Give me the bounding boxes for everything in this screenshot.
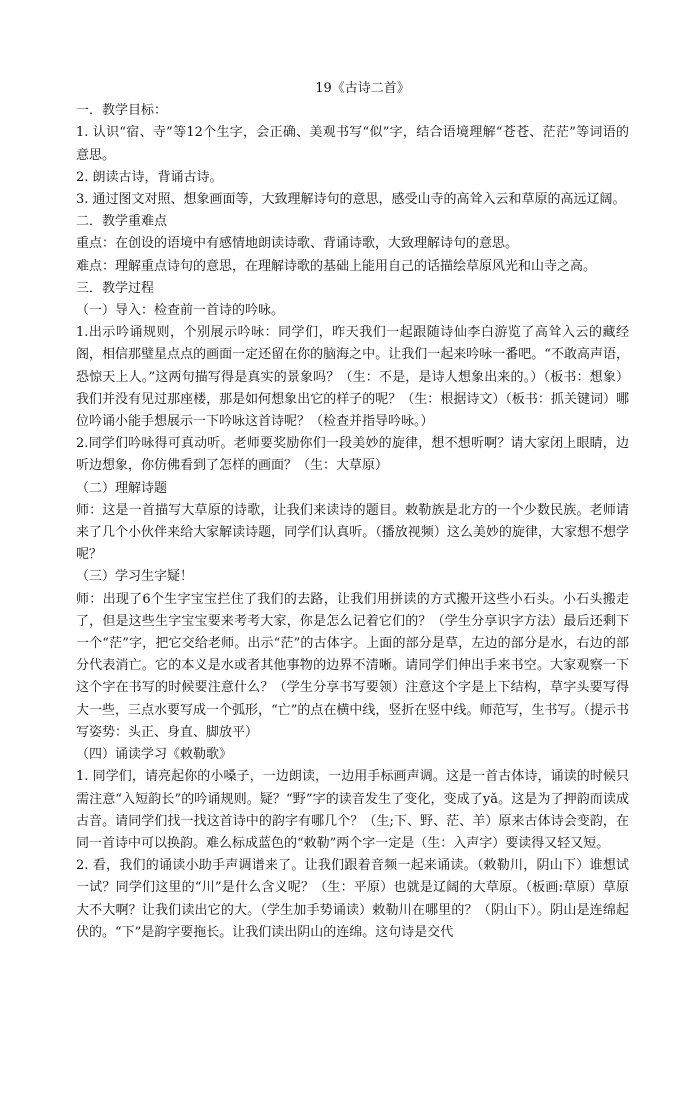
difficult-point: 难点：理解重点诗句的意思，在理解诗歌的基础上能用自己的话描绘草原风光和山寺之高。	[76, 258, 597, 274]
paragraph-5: 1. 同学们，请亮起你的小嗓子，一边朗读，一边用手标画声调。这是一首古体诗，诵读的时候只需注意“入短韵长”的吟诵规则。疑？“野”字的读音发生了变化，变成了yǎ。这是为了押韵而读成古音。请同学们找一找这首诗中的韵字有哪几个？（生;下、野、茫、羊）原来古体诗会变韵，在同一首诗中可以换韵。难么标成蓝色的“敕勒”两个字一定是（生：入声字）要读得又轻又短。	[76, 769, 629, 851]
paragraph-1: 1.出示吟诵规则，个别展示吟咏：同学们，昨天我们一起跟随诗仙李白游览了高耸入云的藏经阁，相信那璧星点点的画面一定还留在你的脑海之中。让我们一起来吟咏一番吧。“不敢高声语，恐惊天上人。”这两句描写得是真实的景象吗？（生：不是，是诗人想象出来的。）（板书：想象）我们并没有见过那座楼，那是如何想象出它的样子的呢？（生：根据诗文）（板书：抓关键词）哪位吟诵小能手想展示一下吟咏这首诗呢？（检查并指导吟咏。）	[76, 325, 629, 430]
section-heading-goals: 一．教学目标：	[76, 103, 168, 119]
key-point: 重点：在创设的语境中有感情地朗读诗歌、背诵诗歌，大致理解诗句的意思。	[76, 236, 519, 252]
section-heading-key-points: 二．教学重难点	[76, 214, 168, 230]
part-3-heading: （三）学习生字疑！	[76, 569, 194, 585]
doc-title: 19《古诗二首》	[315, 81, 410, 96]
paragraph-3: 师：这是一首描写大草原的诗歌，让我们来读诗的题目。敕勒族是北方的一个少数民族。老师请来了几个小伙伴来给大家解读诗题，同学们认真听。（播放视频）这么美妙的旋律，大家想不想学呢？	[76, 502, 629, 563]
part-1-heading: （一）导入：检查前一首诗的吟咏。	[76, 303, 285, 319]
paragraph-6: 2. 看，我们的诵读小助手声调谱来了。让我们跟着音频一起来诵读。（敕勒川，阴山下）谁想试一试？同学们这里的“川”是什么含义呢？（生：平原）也就是辽阔的大草原。（板画:草原）草原大不大啊？让我们读出它的大。（学生加手势诵读）敕勒川在哪里的？（阴山下）。阴山是连绵起伏的。“下”是韵字要拖长。让我们读出阴山的连绵。这句诗是交代	[76, 858, 629, 940]
section-heading-process: 三．教学过程	[76, 280, 155, 296]
part-2-heading: （二）理解诗题	[76, 480, 168, 496]
document-page	[76, 78, 629, 944]
paragraph-2: 2.同学们吟咏得可真动听。老师要奖励你们一段美妙的旋律，想不想听啊？请大家闭上眼睛，边听边想象，你仿佛看到了怎样的画面？（生：大草原）	[76, 436, 629, 474]
goal-3: 3. 通过图文对照、想象画面等，大致理解诗句的意思，感受山寺的高耸入云和草原的高远辽阔。	[76, 192, 626, 208]
part-4-heading: （四）诵读学习《敕勒歌》	[76, 747, 233, 763]
goal-2: 2. 朗读古诗，背诵古诗。	[76, 169, 223, 185]
goal-1: 1. 认识“宿、寺”等12个生字，会正确、美观书写“似”字，结合语境理解“苍苍、茫茫”等词语的意思。	[76, 125, 629, 163]
paragraph-4: 师：出现了6个生字宝宝拦住了我们的去路，让我们用拼读的方式搬开这些小石头。小石头搬走了，但是这些生字宝宝要来考考大家，你是怎么记着它们的？（学生分享识字方法）最后还剩下一个“茫”字，把它交给老师。出示“茫”的古体字。上面的部分是草，左边的部分是水，右边的部分代表消亡。它的本义是水或者其他事物的边界不清晰。请同学们伸出手来书空。大家观察一下这个字在书写的时候要注意什么？（学生分享书写要领）注意这个字是上下结构，草字头要写得大一些，三点水要写成一个弧形，“亡”的点在横中线，竖折在竖中线。师范写，生书写。（提示书写姿势：头正、身直、脚放平）	[76, 591, 629, 740]
